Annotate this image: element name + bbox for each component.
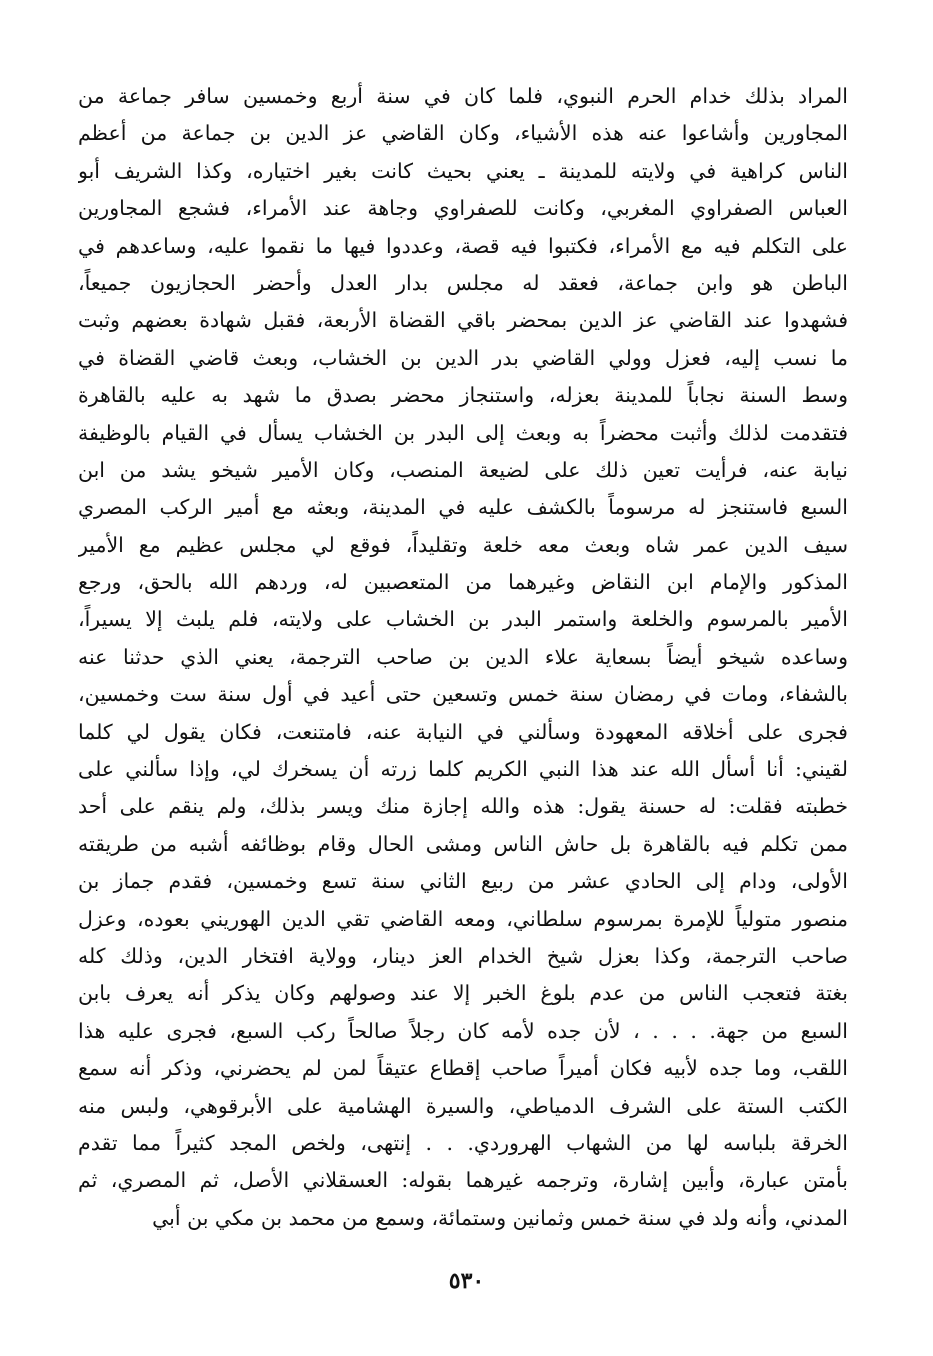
text-line: منصور متولياً للإمرة بمرسوم سلطاني، ومعه القاضي تقي الدين الهوريني بعوده، وعزل: [78, 906, 848, 931]
text-line: المدني، وأنه ولد في سنة خمس وثمانين وستمائة، وسمع من محمد بن مكي بن أبي: [152, 1205, 848, 1230]
text-line: الناس كراهية في ولايته للمدينة ـ يعني بحيث كانت بغير اختياره، وكذا الشريف أبو: [78, 158, 848, 183]
text-line: المجاورين وأشاعوا عنه هذه الأشياء، وكان القاضي عز الدين بن جماعة من أعظم: [78, 121, 848, 146]
text-line: الأولى، ودام إلى الحادي عشر من ربيع الثاني سنة تسع وخمسين، فقدم جماز بن: [78, 869, 848, 894]
text-line: فجرى على أخلاقه المعهودة وسألني في النيابة عنه، فامتنعت، فكان يقول لي كلما: [78, 719, 848, 744]
text-line: على التكلم فيه مع الأمراء، فكتبوا فيه قصة، وعددوا فيها ما نقموا عليه، وساعدهم في: [78, 233, 848, 258]
text-line: الأمير بالمرسوم والخلعة واستمر البدر بن الخشاب على ولايته، فلم يلبث إلا يسيراً،: [78, 607, 848, 632]
page-number: ٥٣٠: [448, 1268, 485, 1294]
text-line: الكتب الستة على الشرف الدمياطي، والسيرة الهشامية على الأبرقوهي، ولبس منه: [78, 1093, 848, 1118]
text-line: اللقب، وما جده لأبيه فكان أميراً صاحب إقطاع عتيقاً لمن لم يحضرني، وذكر أنه سمع: [78, 1056, 848, 1081]
text-line: وساعده شيخو أيضاً بسعاية علاء الدين بن صاحب الترجمة، يعني الذي حدثنا عنه: [78, 644, 848, 669]
text-line: فشهدوا عند القاضي عز الدين بمحضر باقي القضاة الأربعة، فقبل شهادة بعضهم وثبت: [78, 308, 848, 333]
text-line: خطبته فقلت: له حسنة يقول: هذه والله إجازة منك ويسر بذلك، ولم ينقم على أحد: [78, 794, 848, 819]
text-line: نيابة عنه، فرأيت تعين ذلك على لضيعة المنصب، وكان الأمير شيخو يشد من ابن: [78, 457, 848, 482]
text-line: السبع فاستنجز له مرسوماً بالكشف عليه في المدينة، وبعثه مع أمير الركب المصري: [78, 495, 848, 520]
text-line: سيف الدين عمر شاه وبعث معه خلعة وتقليداً، فوقع لي مجلس عظيم مع الأمير: [78, 532, 848, 557]
text-line: بأمتن عبارة، وأبين إشارة، وترجمه غيرهما بقوله: العسقلاني الأصل، ثم المصري، ثم: [78, 1168, 848, 1193]
text-line: بالشفاء، ومات في رمضان سنة خمس وتسعين حتى أعيد في أول سنة ست وخمسين،: [78, 682, 848, 707]
text-line: ما نسب إليه، فعزل وولي القاضي بدر الدين بن الخشاب، وبعث قاضي القضاة في: [78, 345, 848, 370]
text-line: الخرقة بلباسه لها من الشهاب الهروردي. . . إنتهى، ولخص المجد كثيراً مما تقدم: [78, 1130, 848, 1155]
text-line: بغتة فتعجب الناس من عدم بلوغ الخبر إلا عند وصولهم وكان يذكر أنه يعرف بابن: [78, 981, 848, 1006]
text-line: صاحب الترجمة، وكذا بعزل شيخ الخدام العز دينار، وولاية افتخار الدين، وذلك كله: [78, 943, 848, 968]
text-line: لقيني: أنا أسأل الله عند هذا النبي الكريم كلما زرته أن يسخرك لي، وإذا سألني على: [78, 757, 848, 782]
text-line: المراد بذلك خدام الحرم النبوي، فلما كان في سنة أربع وخمسين سافر جماعة من: [78, 84, 848, 108]
body-text: [78, 78, 848, 1237]
text-line: ممن تكلم فيه بالقاهرة بل حاش الناس ومشى الحال وقام بوظائفه أشبه من طريقته: [78, 831, 848, 856]
text-line: الباطن هو وابن جماعة، فعقد له مجلس بدار العدل وأحضر الحجازيون جميعاً،: [78, 270, 848, 295]
text-line: المذكور والإمام ابن النقاض وغيرهما من المتعصبين له، وردهم الله بالحق، ورجع: [78, 570, 848, 595]
text-line: فتقدمت لذلك وأثبت محضراً به وبعث إلى البدر بن الخشاب يسأل في القيام بالوظيفة: [78, 420, 848, 445]
text-line: العباس الصفراوي المغربي، وكانت للصفراوي وجاهة عند الأمراء، فشجع المجاورين: [78, 196, 848, 221]
text-line: السبع من جهة. . . . ، لأن جده لأمه كان رجلاً صالحاً ركب السبع، فجرى عليه هذا: [78, 1018, 848, 1043]
text-line: وسط السنة نجاباً للمدينة بعزله، واستنجاز محضر بصدق ما شهد به عليه بالقاهرة: [78, 383, 848, 408]
